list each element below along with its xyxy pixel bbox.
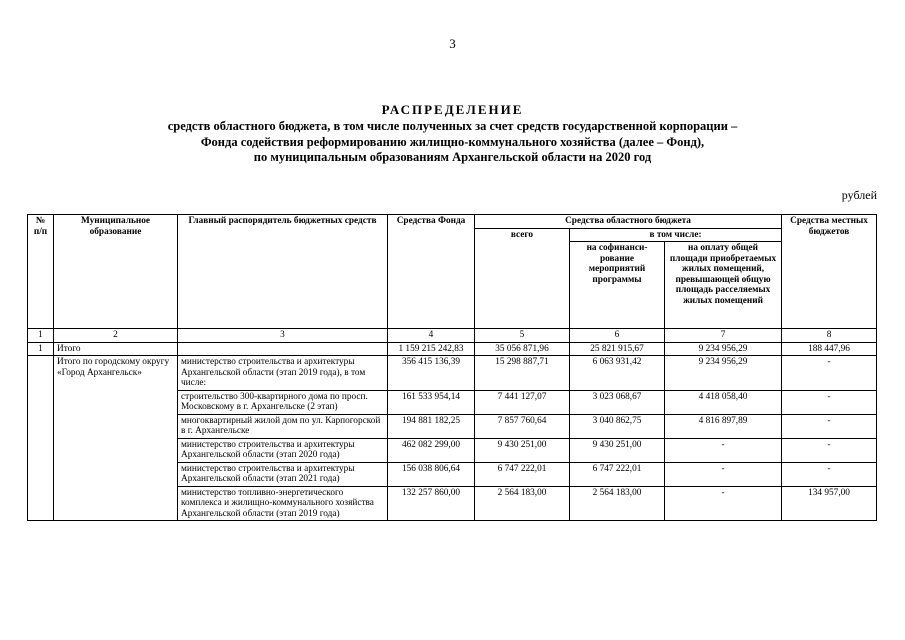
row-manager: строительство 300-квартирного дома по просп. Московскому в г. Архангельске (2 этап) [178, 390, 388, 414]
header-municipality: Муниципальное образование [54, 215, 178, 329]
table-row [28, 356, 877, 391]
row-fund: 462 082 299,00 [388, 438, 475, 462]
subtitle-line: средств областного бюджета, в том числе полученных за счет средств государственной корпорации – [167, 119, 738, 133]
subtitle-line: Фонда содействия реформированию жилищно-коммунального хозяйства (далее – Фонд), [200, 134, 705, 149]
currency-units: рублей [841, 188, 877, 202]
row-cofin: 6 063 931,42 [570, 356, 665, 391]
row-fund: 161 533 954,14 [388, 390, 475, 414]
header-housing-payment: на оплату общей площади приобретаемых жилых помещений, превышающей общую площадь расселяемых жилых помещений [665, 242, 782, 329]
header-manager: Главный распорядитель бюджетных средств [178, 215, 388, 329]
row-total: 7 441 127,07 [475, 390, 570, 414]
municipality-cell: Итого по городскому округу «Город Архангельск» [54, 356, 178, 521]
row-total: 9 430 251,00 [475, 438, 570, 462]
row-manager: многоквартирный жилой дом по ул. Карпогорской в г. Архангельске [178, 414, 388, 438]
row-total: 2 564 183,00 [475, 486, 570, 521]
row-manager: министерство строительства и архитектуры Архангельской области (этап 2021 года) [178, 462, 388, 486]
total-row [28, 342, 877, 356]
total-row-local: 188 447,96 [782, 342, 877, 356]
header-regional: Средства областного бюджета [475, 215, 782, 229]
row-cofin: 6 747 222,01 [570, 462, 665, 486]
row-cofin: 2 564 183,00 [570, 486, 665, 521]
header-total: всего [475, 228, 570, 329]
row-housing: 9 234 956,29 [665, 356, 782, 391]
page-number: 3 [449, 36, 456, 51]
total-row-num: 1 [28, 342, 54, 356]
row-fund: 194 881 182,25 [388, 414, 475, 438]
column-number-row [28, 329, 877, 343]
header-fund: Средства Фонда [388, 215, 475, 329]
header-cofinancing: на софинанси-рование мероприятий программы [570, 242, 665, 329]
column-number: 3 [178, 329, 388, 343]
column-number: 4 [388, 329, 475, 343]
column-number: 1 [28, 329, 54, 343]
column-number: 7 [665, 329, 782, 343]
row-cofin: 9 430 251,00 [570, 438, 665, 462]
total-row-label: Итого [54, 342, 178, 356]
row-housing: - [665, 438, 782, 462]
column-number: 2 [54, 329, 178, 343]
header-num: № п/п [28, 215, 54, 329]
row-fund: 356 415 136,39 [388, 356, 475, 391]
total-row-cofin: 25 821 915,67 [570, 342, 665, 356]
column-number: 6 [570, 329, 665, 343]
row-local: - [782, 438, 877, 462]
row-housing: - [665, 462, 782, 486]
row-num-cell [28, 356, 54, 521]
total-row-fund: 1 159 215 242,83 [388, 342, 475, 356]
row-local: - [782, 414, 877, 438]
row-housing: - [665, 486, 782, 521]
row-fund: 156 038 806,64 [388, 462, 475, 486]
subtitle-line: по муниципальным образованиям Архангельской области на 2020 год [253, 150, 652, 164]
budget-distribution-table [27, 214, 877, 521]
row-total: 15 298 887,71 [475, 356, 570, 391]
column-number: 8 [782, 329, 877, 343]
row-manager: министерство топливно-энергетического комплекса и жилищно-коммунального хозяйства Архангельской области (этап 2019 года) [178, 486, 388, 521]
total-row-housing: 9 234 956,29 [665, 342, 782, 356]
document-title: РАСПРЕДЕЛЕНИЕ [381, 102, 524, 117]
total-row-manager [178, 342, 388, 356]
row-fund: 132 257 860,00 [388, 486, 475, 521]
row-local: - [782, 462, 877, 486]
row-housing: 4 418 058,40 [665, 390, 782, 414]
column-number: 5 [475, 329, 570, 343]
row-total: 6 747 222,01 [475, 462, 570, 486]
row-local: 134 957,00 [782, 486, 877, 521]
row-cofin: 3 023 068,67 [570, 390, 665, 414]
document-subtitle [60, 119, 845, 166]
total-row-total: 35 056 871,96 [475, 342, 570, 356]
row-local: - [782, 390, 877, 414]
row-total: 7 857 760,64 [475, 414, 570, 438]
header-including: в том числе: [570, 228, 782, 242]
row-cofin: 3 040 862,75 [570, 414, 665, 438]
row-manager: министерство строительства и архитектуры Архангельской области (этап 2019 года), в том числе: [178, 356, 388, 391]
row-housing: 4 816 897,89 [665, 414, 782, 438]
row-manager: министерство строительства и архитектуры Архангельской области (этап 2020 года) [178, 438, 388, 462]
header-local: Средства местных бюджетов [782, 215, 877, 329]
row-local: - [782, 356, 877, 391]
